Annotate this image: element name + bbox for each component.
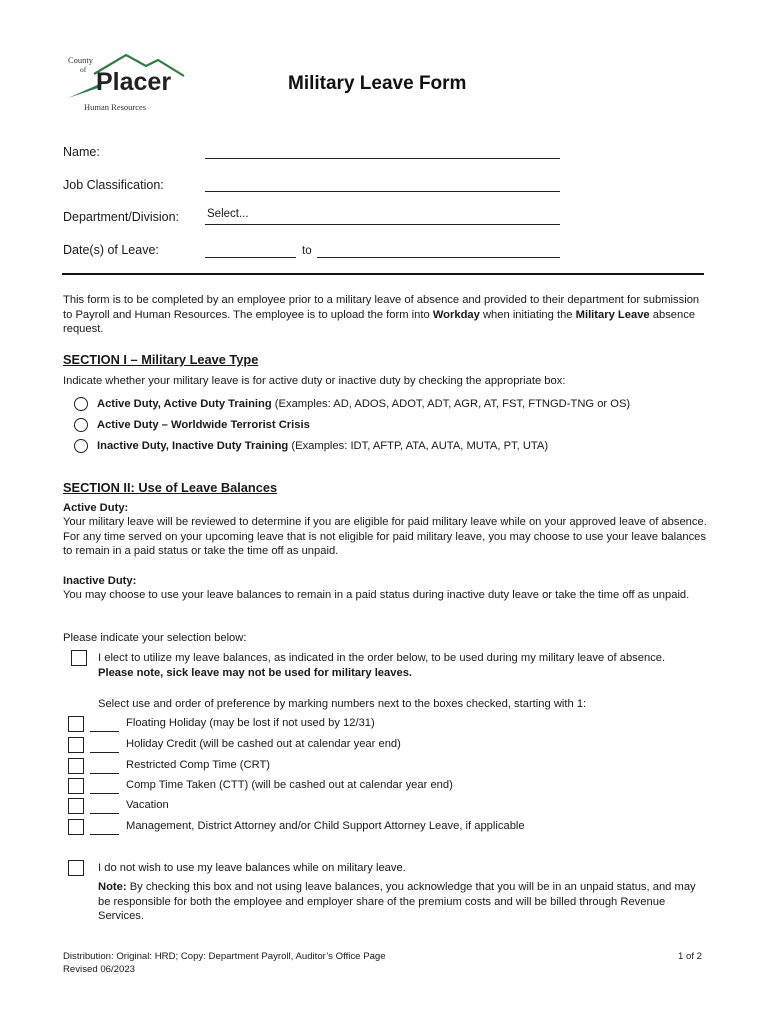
vacation-order-field[interactable] <box>90 813 119 814</box>
elect-balances-text: I elect to utilize my leave balances, as indicated in the order below, to be used during my military leave of absence. Please note, sick leave may not be used for military leaves. <box>98 652 666 679</box>
floating-holiday-label: Floating Holiday (may be lost if not used by 12/31) <box>126 717 375 729</box>
comp-time-taken-order-field[interactable] <box>90 793 119 794</box>
department-select[interactable] <box>205 224 560 225</box>
department-select-value[interactable]: Select... <box>207 208 249 220</box>
holiday-credit-checkbox[interactable] <box>68 737 84 753</box>
form-title: Military Leave Form <box>288 73 467 94</box>
date-start-field[interactable] <box>205 257 296 258</box>
active-duty-text: Your military leave will be reviewed to determine if you are eligible for paid military leave while on your approved leave of absence. For any time served on your upcoming leave that is not eligible for paid military leave, you may choose to use your leave balances to remain in a paid status or take the time off as unpaid. <box>63 516 707 557</box>
radio-inactive-duty[interactable] <box>74 439 88 453</box>
county-logo <box>64 52 186 116</box>
logo-county-text: County <box>68 55 94 65</box>
footer-revised: Revised 06/2023 <box>63 964 136 975</box>
name-label: Name: <box>63 145 100 159</box>
job-classification-label: Job Classification: <box>63 178 164 192</box>
section1-heading: SECTION I – Military Leave Type <box>63 352 259 367</box>
holiday-credit-label: Holiday Credit (will be cashed out at calendar year end) <box>126 738 401 750</box>
indicate-selection-text: Please indicate your selection below: <box>63 632 247 644</box>
restricted-comp-label: Restricted Comp Time (CRT) <box>126 759 271 771</box>
comp-time-taken-checkbox[interactable] <box>68 778 84 794</box>
logo-sub-text: Human Resources <box>84 102 147 112</box>
footer-page-number: 1 of 2 <box>678 951 703 962</box>
management-leave-order-field[interactable] <box>90 834 119 835</box>
radio-worldwide-terrorist-crisis[interactable] <box>74 418 88 432</box>
management-leave-checkbox[interactable] <box>68 819 84 835</box>
vacation-label: Vacation <box>126 799 169 811</box>
job-classification-field[interactable] <box>205 191 560 192</box>
restricted-comp-checkbox[interactable] <box>68 758 84 774</box>
intro-paragraph: This form is to be completed by an employee prior to a military leave of absence and provided to their department for submission to Payroll and Human Resources. The employee is to upload the form into Workday when initiating the Military Leave absence request. <box>63 294 700 335</box>
inactive-duty-text: You may choose to use your leave balances to remain in a paid status during inactive duty leave or take the time off as unpaid. <box>63 589 690 601</box>
order-instruction: Select use and order of preference by marking numbers next to the boxes checked, starting with 1: <box>98 698 587 710</box>
management-leave-label: Management, District Attorney and/or Child Support Attorney Leave, if applicable <box>126 820 525 832</box>
note-paragraph: Note: By checking this box and not using leave balances, you acknowledge that you will be in an unpaid status, and may be responsible for both the employee and employer share of the premium costs and will be billed through Revenue Services. <box>98 881 696 922</box>
elect-balances-checkbox[interactable] <box>71 650 87 666</box>
footer-distribution: Distribution: Original: HRD; Copy: Department Payroll, Auditor’s Office Page <box>63 951 386 962</box>
department-label: Department/Division: <box>63 210 180 224</box>
decline-balances-text: I do not wish to use my leave balances while on military leave. <box>98 862 406 874</box>
dates-label: Date(s) of Leave: <box>63 243 159 257</box>
restricted-comp-order-field[interactable] <box>90 773 119 774</box>
section1-instruction: Indicate whether your military leave is for active duty or inactive duty by checking the appropriate box: <box>63 375 566 387</box>
floating-holiday-checkbox[interactable] <box>68 716 84 732</box>
active-duty-heading: Active Duty: <box>63 502 129 514</box>
header-divider <box>62 273 704 275</box>
radio-active-duty[interactable] <box>74 397 88 411</box>
option-inactive-duty: Inactive Duty, Inactive Duty Training (Examples: IDT, AFTP, ATA, AUTA, MUTA, PT, UTA) <box>97 440 549 452</box>
comp-time-taken-label: Comp Time Taken (CTT) (will be cashed out at calendar year end) <box>126 779 453 791</box>
logo-of-text: of <box>80 65 87 74</box>
option-active-duty: Active Duty, Active Duty Training (Examples: AD, ADOS, ADOT, ADT, AGR, AT, FST, FTNGD-TNG or OS) <box>97 398 631 410</box>
date-end-field[interactable] <box>317 257 560 258</box>
inactive-duty-heading: Inactive Duty: <box>63 575 137 587</box>
name-field[interactable] <box>205 158 560 159</box>
dates-to-text: to <box>302 245 312 257</box>
decline-balances-checkbox[interactable] <box>68 860 84 876</box>
holiday-credit-order-field[interactable] <box>90 752 119 753</box>
vacation-checkbox[interactable] <box>68 798 84 814</box>
logo-placer-text: Placer <box>96 68 172 96</box>
floating-holiday-order-field[interactable] <box>90 731 119 732</box>
option-worldwide-terrorist-crisis: Active Duty – Worldwide Terrorist Crisis <box>97 419 310 431</box>
section2-heading: SECTION II: Use of Leave Balances <box>63 480 278 495</box>
